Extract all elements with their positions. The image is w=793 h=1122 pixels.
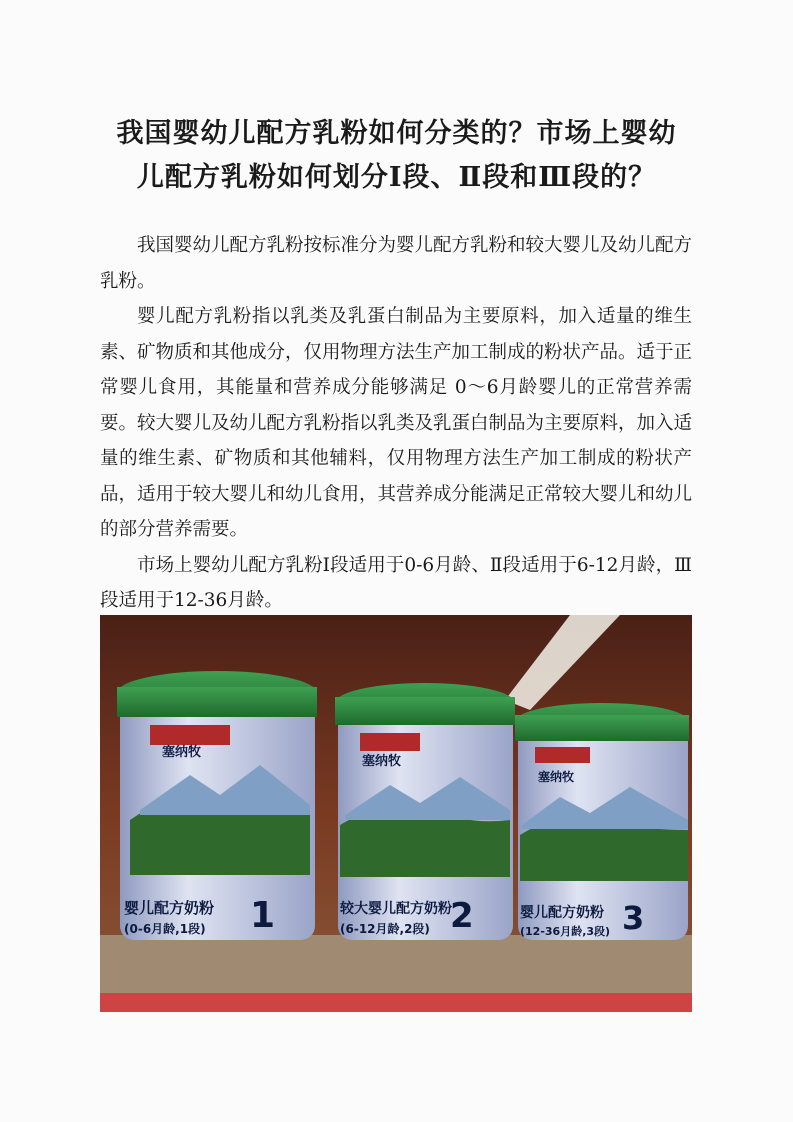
can-brand-3: 塞纳牧	[538, 770, 575, 784]
paragraph-classification: 我国婴幼儿配方乳粉按标准分为婴儿配方乳粉和较大婴儿及幼儿配方乳粉。	[100, 235, 693, 292]
milk-powder-shelf-photo	[100, 615, 692, 1012]
document-body	[100, 228, 692, 619]
can-brand-2: 塞纳牧	[362, 754, 402, 769]
can-age-3: (12-36月龄,3段)	[520, 925, 611, 938]
document-title	[90, 112, 703, 200]
can-label-2: 较大婴儿配方奶粉	[340, 901, 452, 917]
can-stage-3	[515, 703, 689, 940]
paragraph-stages: 市场上婴幼儿配方乳粉Ⅰ段适用于0-6月龄、Ⅱ段适用于6-12月龄，Ⅲ段适用于12-36月龄。	[100, 554, 692, 611]
can-label-3: 婴儿配方奶粉	[520, 905, 604, 921]
can-brand-1: 塞纳牧	[162, 745, 202, 760]
can-stage-number-2: 2	[450, 896, 474, 936]
paragraph-definitions: 婴儿配方乳粉指以乳类及乳蛋白制品为主要原料，加入适量的维生素、矿物质和其他成分，仅用物理方法生产加工制成的粉状产品。适于正常婴儿食用，其能量和营养成分能够满足 0～6月龄婴儿的正常营养需要。较大婴儿及幼儿配方乳粉指以乳类及乳蛋白制品为主要原料，加入适量的维生素、矿物质和其他辅料，仅用物理方法生产加工制成的粉状产品，适用于较大婴儿和幼儿食用，其营养成分能满足正常较大婴儿和幼儿的部分营养需要。	[100, 306, 693, 540]
can-stage-number-1: 1	[250, 895, 276, 936]
can-stage-2	[335, 683, 515, 940]
can-age-1: (0-6月龄,1段)	[124, 922, 206, 936]
can-stage-1	[117, 671, 317, 940]
title-line-2: 儿配方乳粉如何划分Ⅰ段、Ⅱ段和Ⅲ段的？	[136, 162, 657, 193]
title-line-1: 我国婴幼儿配方乳粉如何分类的？市场上婴幼	[116, 118, 677, 149]
can-stage-number-3: 3	[622, 899, 645, 937]
can-age-2: (6-12月龄,2段)	[340, 922, 430, 936]
can-label-1: 婴儿配方奶粉	[124, 899, 215, 917]
